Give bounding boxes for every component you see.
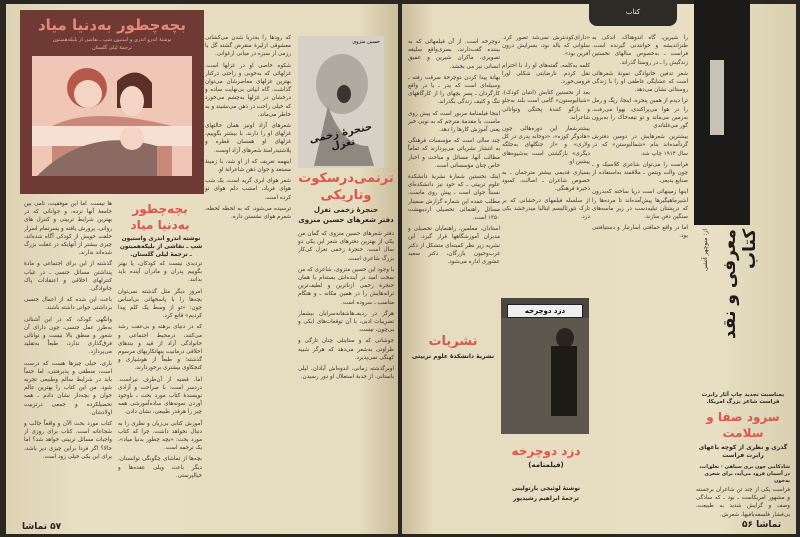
paragraph: امروز دیگر مثل گذشته نمی‌توان بچه‌ها را با پاسخهائی بی‌اساس چون: «تو از وسط یک کلم پیدا کردیم» قانع کرد. [118, 288, 202, 320]
paragraph: شعر تدفین خانوادگی نمونهٔ شعرهائی است که عشایگی عاطفی او را با زندگی روستائی نشان می‌دهد. [592, 70, 688, 94]
paragraph: دفتر شعرهای حسین منزوی که گمان من یکی از بهترین دفترهای شعر این یکی دو سال است. حنجرهٔ زخمی تغزل کی‌کار بزرگ شاعری است. [298, 231, 394, 262]
paragraph: باعث این شده که از اعمال جنسی برداشتی جوانی داشته باشند. [24, 297, 112, 312]
paragraph: با وجود این حسین منزوی، شاعری که من سخت امید در آینده‌اش بسته‌ام با همان حنجرهٔ زخمی ازناترین و لطیف‌ترین ترانه‌هایش را در همین مکانه ـ و هنگام مناسب ـ سروده است. [298, 266, 394, 306]
hero-translator: ترجمهٔ لیلی گلستان [91, 45, 133, 51]
article1-credits: نوشته اندرو اندری واستیون شپ ـ نقاشی از بلیکه‌همیتون ـ ترجمهٔ لیلی گلستان. [119, 236, 203, 258]
paragraph: بسیاری قدیمی بیشتر مترجمان ـ به خصوص شاعران ـ اصالت، کمبود ذخیرهٔ فرهنگی. [502, 170, 590, 193]
paragraph: باری، خیلی چیزها هست که درست است، منطقی و پذیرفتنی، اما حتماً باید در شرایط سالم وطبیعی تجربه شود. من این کتاب را بهترین عالم جوان و بچه‌دار نشان دادم ـ همه تحصیلکرده و جمعی درتربیت اولادشان. [24, 360, 112, 416]
paragraph: بعد از نخستین کتابش (انتبان کودک)، «شبالبوستون» گامی است بلند به‌جلو و بازگو کنندهٔ پختگی وتوانائی شاعرانه. [502, 90, 590, 121]
page-number-left: ۵۷ تماشا [22, 522, 62, 532]
frost-credits: شادکامی چون بری سیاهی · تعلق‌ات، در آسمان فرود می‌آید، برای شعری به‌خون [699, 464, 790, 484]
paragraph: اینک نخستین شمارهٔ نشریهٔ دانشکدهٔ علوم تربیتی ـ که خود نیز دانشکده‌ای نسبتاً جوان است ـ پیش روی ماست. مطلب عمده این شماره گزارش سمینار مسائل راهنمائی تحصیلی اردیبهشت ۱۳۵۰ است. [408, 174, 500, 222]
film-sign: دزد دوچرخه [507, 304, 583, 318]
film-title: دزد دوچرخه [511, 444, 581, 458]
hero-illustration-box [20, 10, 204, 194]
feature-title: معرفی و نقد کتاب [720, 229, 760, 339]
paragraph: که رودها را به‌دریا شدن می‌کشانی معشوقی ازلیرهٔ منقرض گشته گل یا رزمی از سبزه در میانی ارغوانی. [205, 35, 291, 58]
paragraph: بیشترشعار این دوره‌هالی چون «هادوگر کوزه»، «دوخانه پدری در کل ولاری» و «از جنگلهای به‌جلگه دیگری» بازگشتی است به‌شیوه‌های پیشین او. [502, 126, 590, 165]
column-article1-b [118, 260, 202, 526]
column-frost-a [592, 34, 688, 526]
paragraph: ترا دیدم از همین پنجره، اینجا، ریگ و رمل را در هوا می‌پراکندی، بهوا می‌رفت، به‌زمین می‌ماند و تو تیغه‌خاک را به‌برون گور می‌غلتاندی [592, 98, 688, 130]
paragraph: شکوه خاصی او در غزلها است. غزلهائی که به‌خوبی و راحتی درکنار بهترین غزلهای معاصرشان می‌توان گذاشت. گاه ابیاتی بی‌نهایت ساده و درخشان در غزلها به‌چشم می‌خورد که خیلی راحت در ذهن می‌نشیند و به خاطر می‌ماند. [205, 62, 291, 118]
paragraph: بیشترین شعرهایش در دومین دفترش گردآمده‌اند بنام «شمالبوستن» که در سال ۱۹۱۴ چاپ شد. [592, 134, 688, 157]
paragraph: از سلسله فیلمهای درخشانی که بر تارک نئورئالیسم ایتالیا میدرخشد یکی دزد. [502, 197, 590, 221]
article2-subtitle1: حنجرهٔ زخمی تغزل [313, 206, 379, 214]
paragraph: اما در واقع حماقتی اسارتبار و دستیافتنی بود. [592, 225, 688, 240]
paragraph: اوبرگذشته زمانی، اندوه‌اش آبادان، لیلی باستانی. از جذبهٔ استعلال او دور رسیدن. [298, 366, 394, 381]
page-number-right: تماشا ۵۶ [742, 520, 782, 530]
article1-title: بچه‌چطور به‌دنیا میاد [130, 202, 190, 232]
film-credits-translator: ترجمهٔ ابراهیم رشیدپور [513, 496, 579, 502]
column-frost-b [502, 34, 590, 296]
paragraph: شعر هوای ابری گریه است، یک شب هوای فریاد، امشب دلم هوای تو کرده است. [205, 178, 291, 201]
article2-subtitle2: دفتر شعرهای حسین منزوی [298, 216, 394, 224]
book-cover-poster [298, 36, 384, 168]
frost-subtitle: گذری و نظری از کوچه باغهای رابرت فراست [698, 444, 788, 459]
paragraph: بهانهٔ پیدا کردن دوچرخهٔ سرقت رفته ـ وسیله‌ای است که پدر ـ یا در واقع کارگردان ـ پسر بچهای را از کارگاههای تنگ و کثیف زندگی بگذراند. [408, 74, 500, 106]
column-film-continued [408, 38, 500, 328]
paragraph: تردیدی نیست که کودکان، یا بهتر بگوییم پدران و مادران آینده باید بدانند. [118, 261, 202, 284]
hero-title: بچه‌چطور به‌دنیا میاد [37, 16, 186, 34]
paragraph: بچه‌ها از تماشای چگونگی توانستان، دیگر باعث ویلی عقده‌ها و خیالپرستی. [118, 456, 202, 479]
right-page [402, 4, 796, 534]
paragraph: کلمه به‌کلمه، گفته‌های او را، با احترام نقل کردم. نارضایتی شکلی اورا فرومی‌خورد. [502, 62, 590, 86]
paragraph: کتاب مورد بحث الآن و واقعاً جالب و شجاعانه است. کتاب برای روزی از واجبات مسائل تربیتی خواهد شد؟ اما حالا؟ اگر فردا براین چیزی دیر باشد، برای این یکی خیلی زود است. [24, 421, 112, 460]
article2-title: ترنمی‌درسکوت وتاریکی [298, 171, 394, 203]
paragraph: فراست را می‌توان شاعری کلاسیک و ـ چون والت ویتمن ـ ملاقمند به‌استفاده از صنایع بدیعی. [592, 161, 688, 185]
book-photo [694, 0, 750, 225]
paragraph: اینها زمینهائی است دریا ساخته که‌بدرون اشیرماهیگیرها پیش‌آمده‌اند تا مرده‌ها را که درپشتان تیلیه‌دست در زیر ماسه‌های سنگین دفن سازند. [592, 189, 688, 221]
paragraph: هرگز در ردیف‌هاشقانه‌سرایان بیشمار تضریبات ادبی، با آن توقعات‌های ایکی و بی‌چون، نیست. [298, 310, 394, 334]
hero-credits: نوشتهٔ اندرو اندری و استیون شپ ـ نقاشی از بلیکه‌همیتون [52, 37, 172, 43]
paragraph: آموزش کتابی بی‌زبان و نظری را به دنبال نخواهد داشت. چرا که کتاب مورد بحث: «بچه چطور بدنیا میاد»، یک ترجمه است. [118, 420, 202, 452]
paragraph: وانگهی کودک، که در این آشنائی به‌طرز عمل جنسی، چون دارای آن شعور و منطق بالا نیست و توانائی فرق‌گذاری ندارد، طبعاً به‌تقلید می‌پردازد. [24, 316, 112, 356]
section-tab-book: کتاب [589, 0, 677, 26]
paragraph: ترسیده می‌شود، که به لحظه لحظه، شعرم هوای نشستن داره. [205, 205, 291, 221]
paragraph: استادان، معلمین، راهنمایان تحصیلی و مدیران آموزشگاهها قرار گیرد. این نشریه زیر نظر کمیته‌ای متشکل از دکتر غرب‌وحیون بازرگان، دکتر سعید عشوری اداره می‌شود. [408, 226, 500, 266]
paragraph: اینجا فیلمنامهٔ مزبور است که پیش روی ماست. با مقدمهٔ مترجم که به نوبی خبر یعنی آموزش کارها را دهد. [408, 110, 500, 134]
poster-title: حنجرهٔ زخمی تغزل [308, 121, 374, 153]
paragraph: اینهمه تعریف که از او شد، با زمینهٔ مستعد و جوان ذهن شاعرانهٔ او. [205, 158, 291, 174]
paragraph: گذشته از این برای اجتماعی و مادهٔ پنداشتن مسائل جنسی ـ در غیاب کنترلهای اخلاقی و اعتقادات پاک جانوادگی. [24, 261, 112, 293]
paragraph: که در دنیای برهنه و بی‌عفت رشد می‌کنند، درمحیط اجتماعی و خانوادگی آزاد از قید و بندهای اخلاقی درمانیت پنهانکاریهای مرسوم گذشته؛ و طبعاً از هوشیاری و کنجکاوی بیشتری برخوردارند. [118, 324, 202, 372]
column-article2 [298, 230, 394, 526]
film-subtitle: (فیلمنامه) [528, 461, 564, 469]
paragraph: ها نیست. اما این موفقیت، تامی بین جامعهٔ آنها نزده، و جوانانی که در بهترین شرایط تربیتی و کنترل های روانی، پرورش یافته و پسرتمام اسرار خلقت خویش از کودکی آگاه شده‌اند، چیزی بیشتر از آنهایکه در غفلت بزرگ شده‌اند ندارند. [24, 201, 112, 257]
paragraph: جوشانی که و ستاینلی چنان تارگی و طراوتی به‌شعر می‌دهد که هرگز شبیه کهنگی نمی‌پذیرد. [298, 338, 394, 361]
paragraph: فراست یکی از چند تن شاعران برجسته و مشهور امریکاست ـ بود ـ که سادگی وصف و گرایش شدید به طبیعت، بی‌فشار فلسفه‌بافیها، شعرش. [696, 487, 790, 518]
feature-author: از: منوچهر آتشی [702, 229, 709, 271]
paragraph: شعرهای آزاد اونیز همان حالتهای غزلهای او را دارند. با بیشتر بگوییم، غزلهای او همسان قطره و پلاشتیدرامنهٔ شعرهای آزاد اوست. [205, 123, 291, 154]
journal-subtitle: نشریهٔ دانشکدهٔ علوم تربیتی [411, 353, 495, 360]
family-illustration [32, 56, 192, 176]
book-bookmark [710, 60, 724, 135]
poster-author: حسین منزوی [352, 39, 380, 45]
paragraph: چند سالی است که مؤسسات فرهنگی به انتشار نشریاتی می‌پردازند که تماماً مطالب آنها، مسائل و مباحث و اخبار خاص چنان مؤسساتی است. [408, 138, 500, 169]
journal-title: نشریات [428, 334, 478, 349]
frost-title: سرود صفا و سلامت [706, 410, 780, 440]
man-silhouette [501, 298, 589, 434]
column-article2-continued [205, 34, 291, 526]
column-article1-a [24, 200, 112, 522]
paragraph: «دارای‌کودنترش نمی‌شد تصور کرد. سلوانی که باله بود، بسرایش درون آفرین بود». [502, 35, 590, 58]
film-still-photo [501, 298, 589, 434]
paragraph: دوچرخه است. از آن فیلمهائی که به بیننده گفت‌دارند، بصری‌واقع سلیقه تصویری، ماکران شیرین و عمیق انسانی نیز می بخشد. [408, 39, 500, 70]
frost-intro: بمناسبت تجدید چاپ آثار رابرت فراست شاعر بزرگ امریکا. [701, 392, 785, 405]
paragraph: را شیرین، گاه اندوهناک، اندکی به‌ طنزاندیشه و خوانندنی گیرنده است. فراست ـ به‌خصوص سالهای نخستین زندگیش را ـ در روستا گذراند. [592, 35, 688, 66]
paragraph: اما، قضیه از آن‌طرف تیزاست. دردسر است: با صراحت و آزادی نویسندهٔ کتاب مورد بحث ـ باوجود آوردن نمونه‌های ساده‌آموزشی همه چیز را هرقدر طبیعی، نشان دادن. [118, 376, 202, 416]
column-frost-intro-text [696, 486, 790, 518]
left-page [6, 4, 398, 534]
film-credits-author: نوشتهٔ لوئیجی بارتولینی [511, 486, 581, 492]
